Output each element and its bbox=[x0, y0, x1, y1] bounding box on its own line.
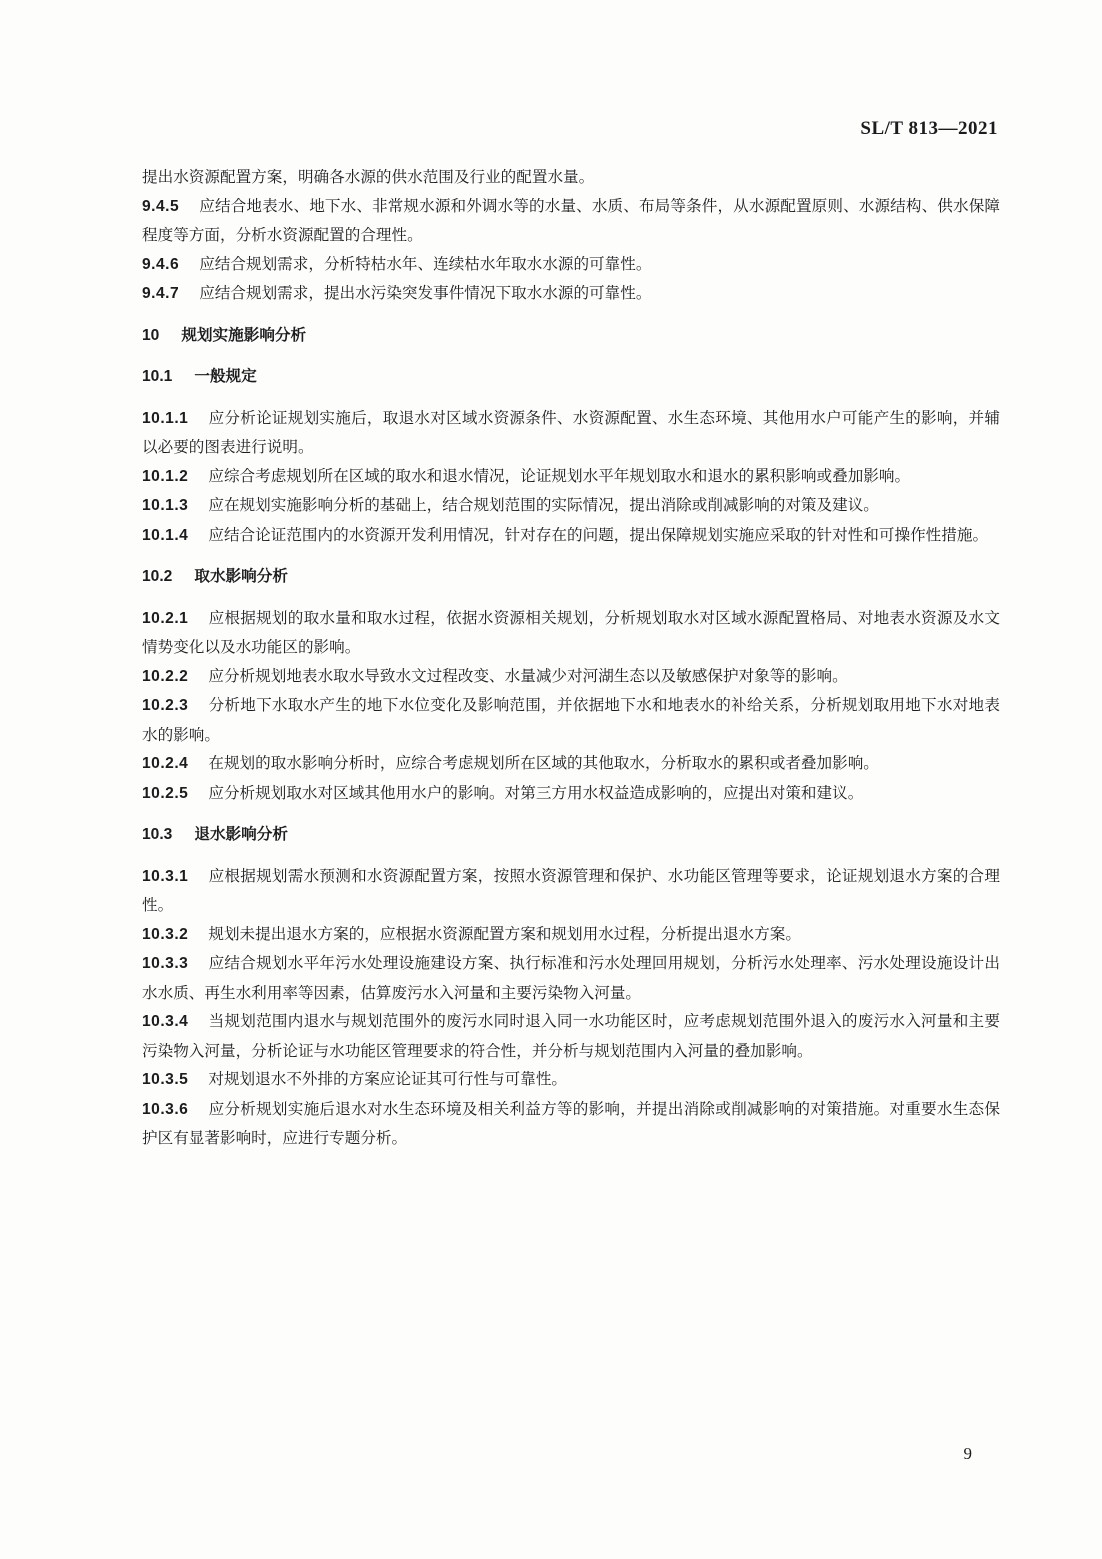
clause-number: 10.3.2 bbox=[142, 925, 189, 943]
clause-text: 应结合规划水平年污水处理设施建设方案、执行标准和污水处理回用规划，分析污水处理率、污水处理设施设计出水水质、再生水利用率等因素，估算废污水入河量和主要污染物入河量。 bbox=[142, 954, 1000, 1002]
clause-text: 应分析规划地表水取水导致水文过程改变、水量减少对河湖生态以及敏感保护对象等的影响。 bbox=[208, 666, 848, 685]
clause-10-2-2 bbox=[142, 662, 1000, 692]
clause-number: 10.2.5 bbox=[142, 784, 189, 802]
clause-number: 10.1.2 bbox=[142, 467, 189, 485]
clause-text: 应结合规划需求，分析特枯水年、连续枯水年取水水源的可靠性。 bbox=[199, 254, 652, 273]
clause-number: 10.2.1 bbox=[142, 609, 189, 627]
clause-9-4-6 bbox=[142, 250, 1000, 280]
clause-number: 10.3.6 bbox=[142, 1100, 189, 1118]
clause-text: 规划未提出退水方案的，应根据水资源配置方案和规划用水过程，分析提出退水方案。 bbox=[208, 924, 801, 943]
clause-10-1-2 bbox=[142, 462, 1000, 492]
clause-number: 10.3.3 bbox=[142, 955, 189, 972]
clause-text: 应分析规划取水对区域其他用水户的影响。对第三方用水权益造成影响的，应提出对策和建议。 bbox=[208, 783, 864, 802]
heading-title: 规划实施影响分析 bbox=[181, 325, 307, 344]
clause-text: 在规划的取水影响分析时，应综合考虑规划所在区域的其他取水，分析取水的累积或者叠加影响。 bbox=[208, 754, 879, 772]
page-number: 9 bbox=[963, 1444, 972, 1463]
heading-number: 10.2 bbox=[142, 568, 173, 585]
clause-10-1-4 bbox=[142, 521, 1000, 551]
clause-number: 10.3.1 bbox=[142, 867, 189, 885]
clause-10-3-3 bbox=[142, 949, 1000, 1007]
clause-9-4-7 bbox=[142, 279, 1000, 309]
clause-text: 应结合地表水、地下水、非常规水源和外调水等的水量、水质、布局等条件，从水源配置原则、水源结构、供水保障程度等方面，分析水资源配置的合理性。 bbox=[142, 196, 1000, 244]
clause-text: 应根据规划需水预测和水资源配置方案，按照水资源管理和保护、水功能区管理等要求，论证规划退水方案的合理性。 bbox=[142, 866, 1000, 914]
section-heading-10-1 bbox=[142, 362, 1000, 392]
clause-number: 10.3.4 bbox=[142, 1013, 189, 1030]
standard-code: SL/T 813—2021 bbox=[860, 118, 998, 139]
clause-10-3-6 bbox=[142, 1095, 1000, 1153]
clause-text: 当规划范围内退水与规划范围外的废污水同时退入同一水功能区时，应考虑规划范围外退入的废污水入河量和主要污染物入河量，分析论证与水功能区管理要求的符合性，并分析与规划范围内入河量的叠加影响。 bbox=[142, 1012, 1000, 1060]
section-heading-10-2 bbox=[142, 562, 1000, 592]
clause-number: 10.2.3 bbox=[142, 697, 189, 714]
clause-10-2-4 bbox=[142, 749, 1000, 779]
heading-number: 10.3 bbox=[142, 826, 173, 843]
clause-number: 10.1.4 bbox=[142, 526, 189, 544]
clause-text: 应分析论证规划实施后，取退水对区域水资源条件、水资源配置、水生态环境、其他用水户可能产生的影响，并辅以必要的图表进行说明。 bbox=[142, 408, 1000, 456]
section-heading-10-3 bbox=[142, 820, 1000, 850]
heading-title: 一般规定 bbox=[194, 367, 257, 385]
clause-10-3-2 bbox=[142, 920, 1000, 950]
clause-text: 应结合规划需求，提出水污染突发事件情况下取水水源的可靠性。 bbox=[199, 284, 652, 302]
document-body bbox=[142, 163, 1000, 1153]
clause-number: 10.2.2 bbox=[142, 667, 189, 685]
clause-10-3-4 bbox=[142, 1007, 1000, 1065]
clause-text: 应根据规划的取水量和取水过程，依据水资源相关规划，分析规划取水对区域水源配置格局、对地表水资源及水文情势变化以及水功能区的影响。 bbox=[142, 608, 1000, 656]
heading-title: 退水影响分析 bbox=[194, 825, 288, 843]
heading-number: 10.1 bbox=[142, 368, 173, 385]
clause-text: 分析地下水取水产生的地下水位变化及影响范围，并依据地下水和地表水的补给关系，分析规划取用地下水对地表水的影响。 bbox=[142, 696, 1000, 744]
clause-10-2-1 bbox=[142, 604, 1000, 662]
clause-10-3-1 bbox=[142, 862, 1000, 920]
clause-number: 10.3.5 bbox=[142, 1071, 189, 1088]
clause-number: 9.4.6 bbox=[142, 255, 180, 273]
clause-10-3-5 bbox=[142, 1065, 1000, 1095]
clause-number: 10.1.1 bbox=[142, 409, 189, 427]
clause-text: 应在规划实施影响分析的基础上，结合规划范围的实际情况，提出消除或削减影响的对策及建议。 bbox=[208, 496, 879, 514]
clause-10-1-1 bbox=[142, 404, 1000, 462]
clause-10-1-3 bbox=[142, 491, 1000, 521]
clause-number: 9.4.5 bbox=[142, 197, 180, 215]
heading-number: 10 bbox=[142, 326, 160, 344]
clause-number: 9.4.7 bbox=[142, 285, 180, 302]
chapter-heading-10 bbox=[142, 321, 1000, 351]
clause-number: 10.1.3 bbox=[142, 497, 189, 514]
clause-text: 对规划退水不外排的方案应论证其可行性与可靠性。 bbox=[208, 1070, 568, 1088]
intro-paragraph: 提出水资源配置方案，明确各水源的供水范围及行业的配置水量。 bbox=[142, 168, 595, 186]
clause-10-2-3 bbox=[142, 691, 1000, 749]
clause-9-4-5 bbox=[142, 192, 1000, 250]
clause-text: 应结合论证范围内的水资源开发利用情况，针对存在的问题，提出保障规划实施应采取的针对性和可操作性措施。 bbox=[208, 525, 989, 544]
clause-text: 应分析规划实施后退水对水生态环境及相关利益方等的影响，并提出消除或削减影响的对策措施。对重要水生态保护区有显著影响时，应进行专题分析。 bbox=[142, 1099, 1000, 1147]
heading-title: 取水影响分析 bbox=[194, 567, 288, 585]
clause-10-2-5 bbox=[142, 779, 1000, 809]
clause-number: 10.2.4 bbox=[142, 755, 189, 772]
clause-text: 应综合考虑规划所在区域的取水和退水情况，论证规划水平年规划取水和退水的累积影响或叠加影响。 bbox=[208, 466, 911, 485]
